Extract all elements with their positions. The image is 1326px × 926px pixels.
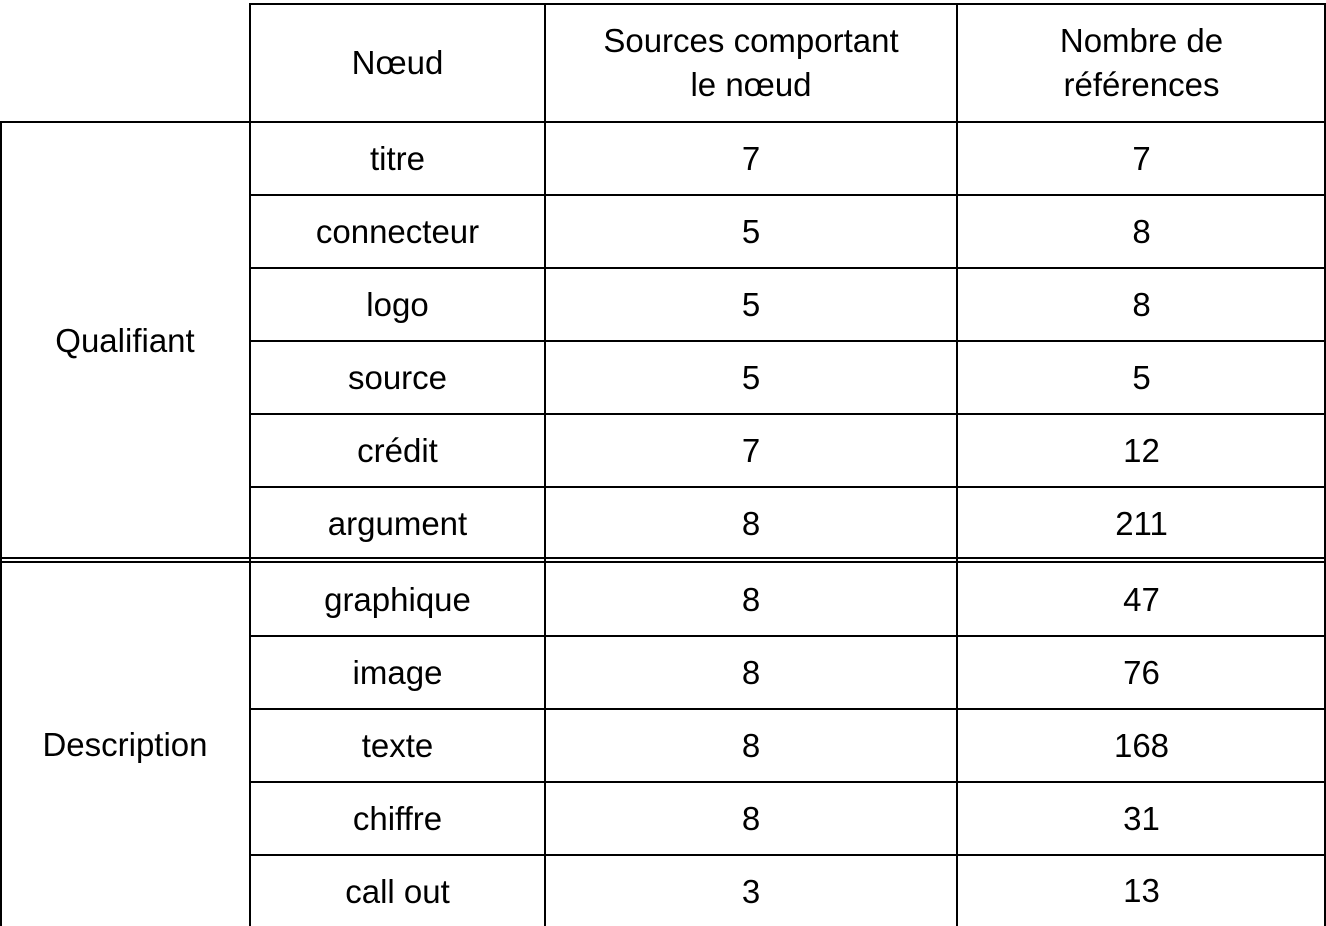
row-sources: 7 [741, 139, 761, 177]
row-node: call out [345, 872, 450, 910]
group-label-qualifiant: Qualifiant [55, 322, 195, 359]
row-sources: 8 [741, 580, 761, 618]
row-sources: 5 [741, 212, 761, 250]
row-divider [249, 267, 1326, 269]
row-node: graphique [324, 580, 471, 618]
row-node: texte [361, 726, 434, 764]
row-sources: 3 [741, 872, 761, 910]
row-divider [249, 413, 1326, 415]
row-sources: 8 [741, 726, 761, 764]
row-node: crédit [357, 431, 438, 469]
row-divider [249, 635, 1326, 637]
row-divider [249, 340, 1326, 342]
row-node: argument [327, 504, 468, 542]
row-divider [249, 486, 1326, 488]
table-border-left [0, 121, 2, 926]
group-divider-bottom [0, 561, 1326, 563]
header-references: Nombre de références [1059, 22, 1224, 103]
row-references: 168 [1113, 726, 1170, 764]
row-references: 47 [1123, 580, 1160, 618]
row-sources: 5 [741, 358, 761, 396]
row-sources: 7 [741, 431, 761, 469]
row-node: logo [366, 285, 429, 323]
row-node: titre [369, 139, 425, 177]
row-sources: 5 [741, 285, 761, 323]
row-node: source [347, 358, 448, 396]
row-sources: 8 [741, 799, 761, 837]
row-node: chiffre [352, 799, 443, 837]
row-node: connecteur [315, 212, 480, 250]
row-divider [249, 854, 1326, 856]
row-references: 8 [1132, 212, 1151, 250]
header-sources: Sources comportant le nœud [603, 22, 899, 103]
row-sources: 8 [741, 653, 761, 691]
row-sources: 8 [741, 504, 761, 542]
table-border-header [0, 121, 1326, 123]
row-references: 31 [1123, 799, 1160, 837]
group-label-description: Description [42, 725, 208, 763]
row-divider [249, 708, 1326, 710]
row-divider [249, 194, 1326, 196]
row-references: 12 [1123, 431, 1160, 469]
column-divider-sources [956, 3, 958, 926]
row-references: 76 [1123, 653, 1160, 691]
row-references: 7 [1132, 139, 1151, 177]
row-references: 5 [1132, 358, 1151, 396]
column-divider-node [544, 3, 546, 926]
row-divider [249, 781, 1326, 783]
row-references: 13 [1123, 871, 1160, 909]
row-node: image [352, 653, 443, 691]
row-references: 211 [1115, 504, 1168, 542]
table-border-top [249, 3, 1326, 5]
column-divider-label [249, 3, 251, 926]
header-node: Nœud [351, 44, 444, 81]
group-divider-top [0, 557, 1326, 559]
row-references: 8 [1132, 285, 1151, 323]
